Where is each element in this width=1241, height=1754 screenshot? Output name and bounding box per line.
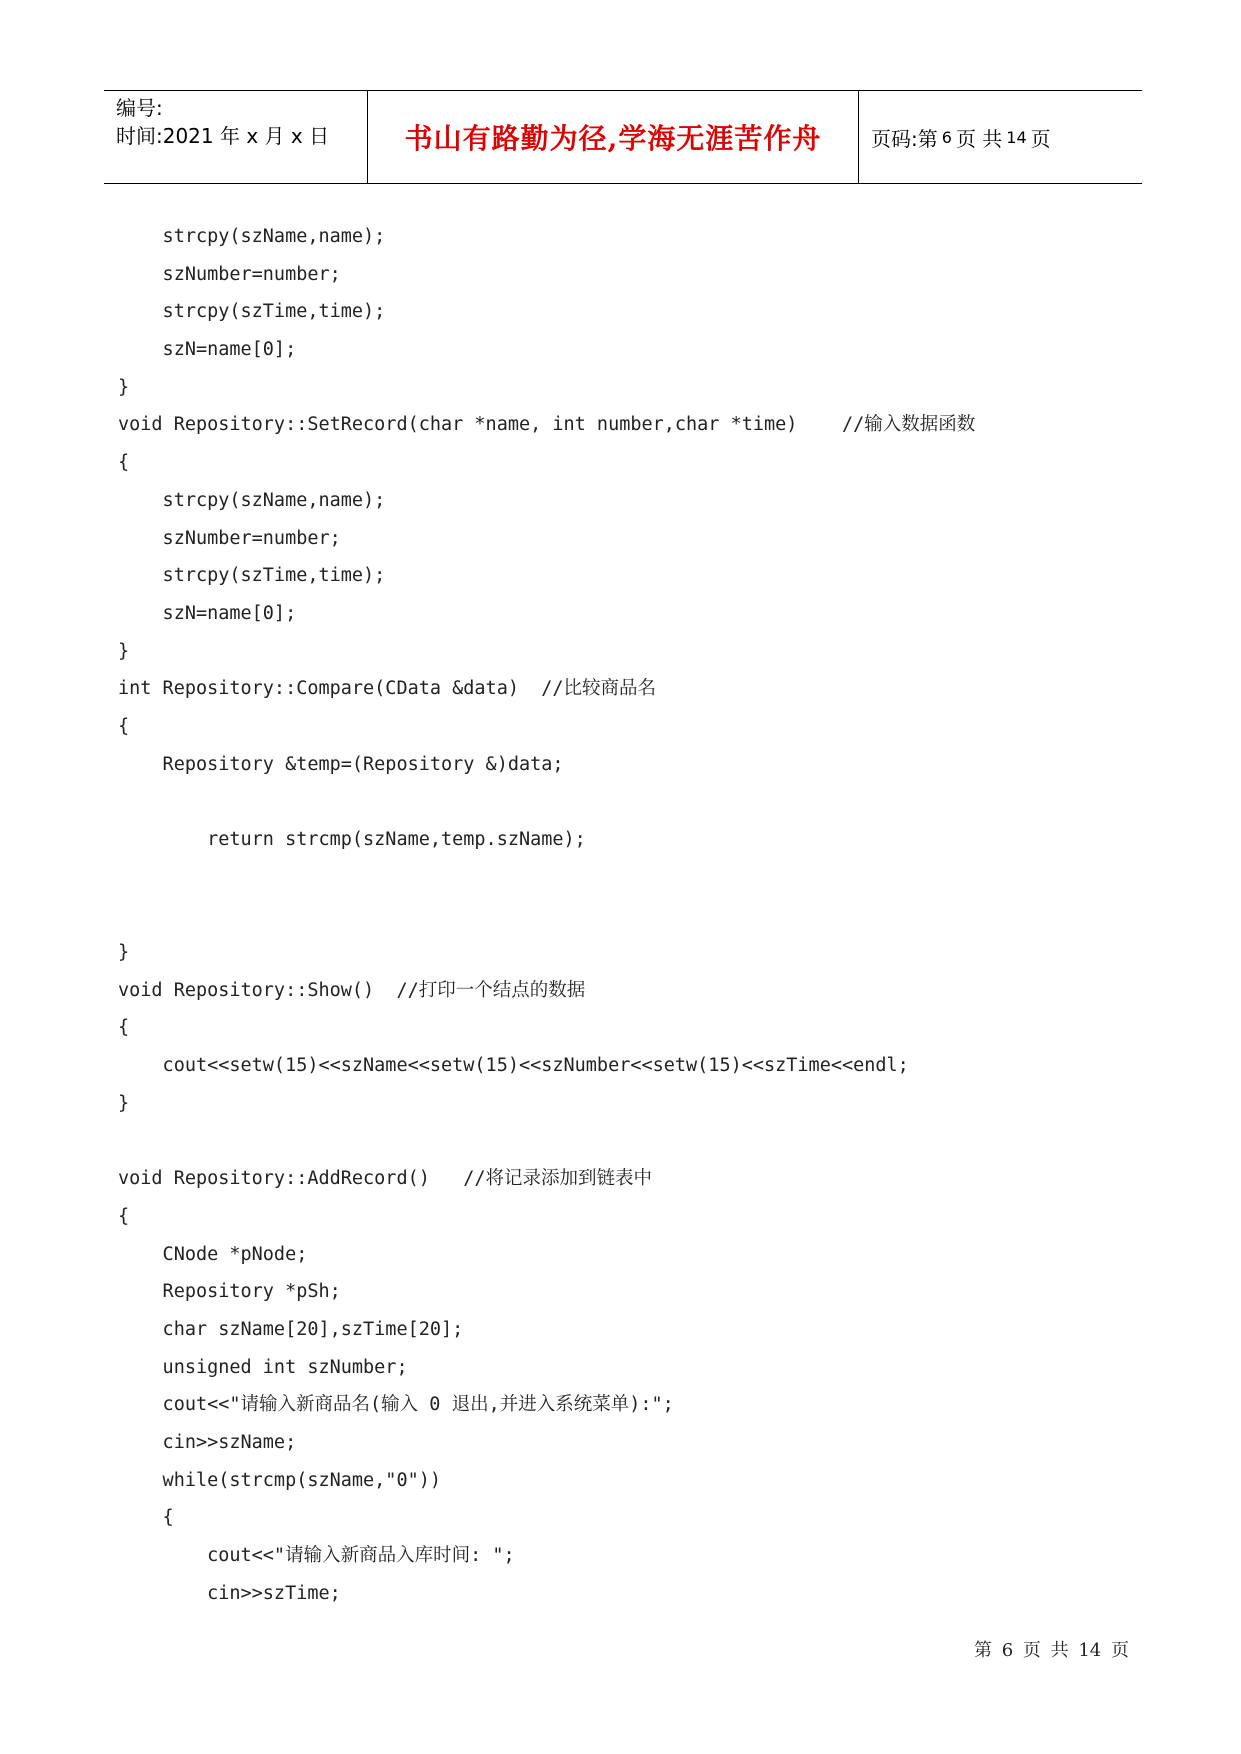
code-line: while(strcmp(szName,"0")): [118, 1469, 442, 1491]
document-time-label: 时间:2021 年 x 月 x 日: [116, 124, 330, 148]
code-line: cin>>szName;: [118, 1432, 297, 1453]
code-line: [118, 896, 975, 934]
page-mid: 页 共: [955, 126, 1003, 151]
code-line: void Repository::AddRecord() //将记录添加到链表中: [118, 1168, 653, 1190]
code-line: {: [118, 715, 130, 737]
code-line: [118, 1123, 975, 1161]
code-line: {: [118, 452, 130, 474]
code-line: int Repository::Compare(CData &data) //比较商品名: [118, 678, 657, 700]
code-line: szNumber=number;: [118, 527, 341, 549]
code-line: szNumber=number;: [118, 263, 341, 285]
page-suffix: 页: [1030, 126, 1051, 151]
header-motto: 书山有路勤为径,学海无涯苦作舟: [368, 91, 859, 183]
code-line: szN=name[0];: [118, 339, 297, 361]
code-line: char szName[20],szTime[20];: [118, 1318, 464, 1340]
code-line: cout<<"请输入新商品入库时间: ";: [118, 1545, 515, 1567]
code-line: cout<<"请输入新商品名(输入 0 退出,并进入系统菜单):";: [118, 1394, 674, 1416]
code-line: return strcmp(szName,temp.szName);: [118, 829, 586, 850]
code-line: szN=name[0];: [118, 602, 297, 624]
code-line: strcpy(szName,name);: [118, 226, 386, 247]
code-line: unsigned int szNumber;: [118, 1356, 408, 1378]
code-line: }: [118, 376, 130, 398]
header-meta-cell: [104, 91, 368, 183]
code-line: {: [118, 1017, 130, 1039]
page-total: 14: [1006, 127, 1027, 147]
code-line: cout<<setw(15)<<szName<<setw(15)<<szNumber<<setw(15)<<szTime<<endl;: [118, 1055, 909, 1077]
page-footer: 第 6 页 共 14 页: [974, 1640, 1129, 1661]
page-prefix: 页码:第: [871, 126, 938, 151]
code-line: Repository *pSh;: [118, 1281, 341, 1303]
code-line: Repository &temp=(Repository &)data;: [118, 753, 564, 775]
code-listing: [118, 218, 975, 1612]
code-line: void Repository::SetRecord(char *name, int number,char *time) //输入数据函数: [118, 414, 976, 436]
header-page-info: [859, 91, 1142, 183]
page-number: 6: [941, 127, 952, 147]
code-line: {: [118, 1205, 130, 1227]
code-line: strcpy(szTime,time);: [118, 301, 386, 323]
code-line: }: [118, 1092, 130, 1114]
code-line: [118, 859, 975, 897]
code-line: void Repository::Show() //打印一个结点的数据: [118, 979, 586, 1001]
code-line: {: [118, 1507, 174, 1529]
document-number-label: 编号:: [116, 96, 163, 120]
code-line: [118, 783, 975, 821]
code-line: }: [118, 942, 130, 964]
code-line: }: [118, 640, 130, 662]
code-line: strcpy(szTime,time);: [118, 565, 386, 587]
code-line: CNode *pNode;: [118, 1243, 308, 1265]
code-line: cin>>szTime;: [118, 1582, 341, 1604]
page-header: [104, 90, 1142, 184]
code-line: strcpy(szName,name);: [118, 489, 386, 511]
